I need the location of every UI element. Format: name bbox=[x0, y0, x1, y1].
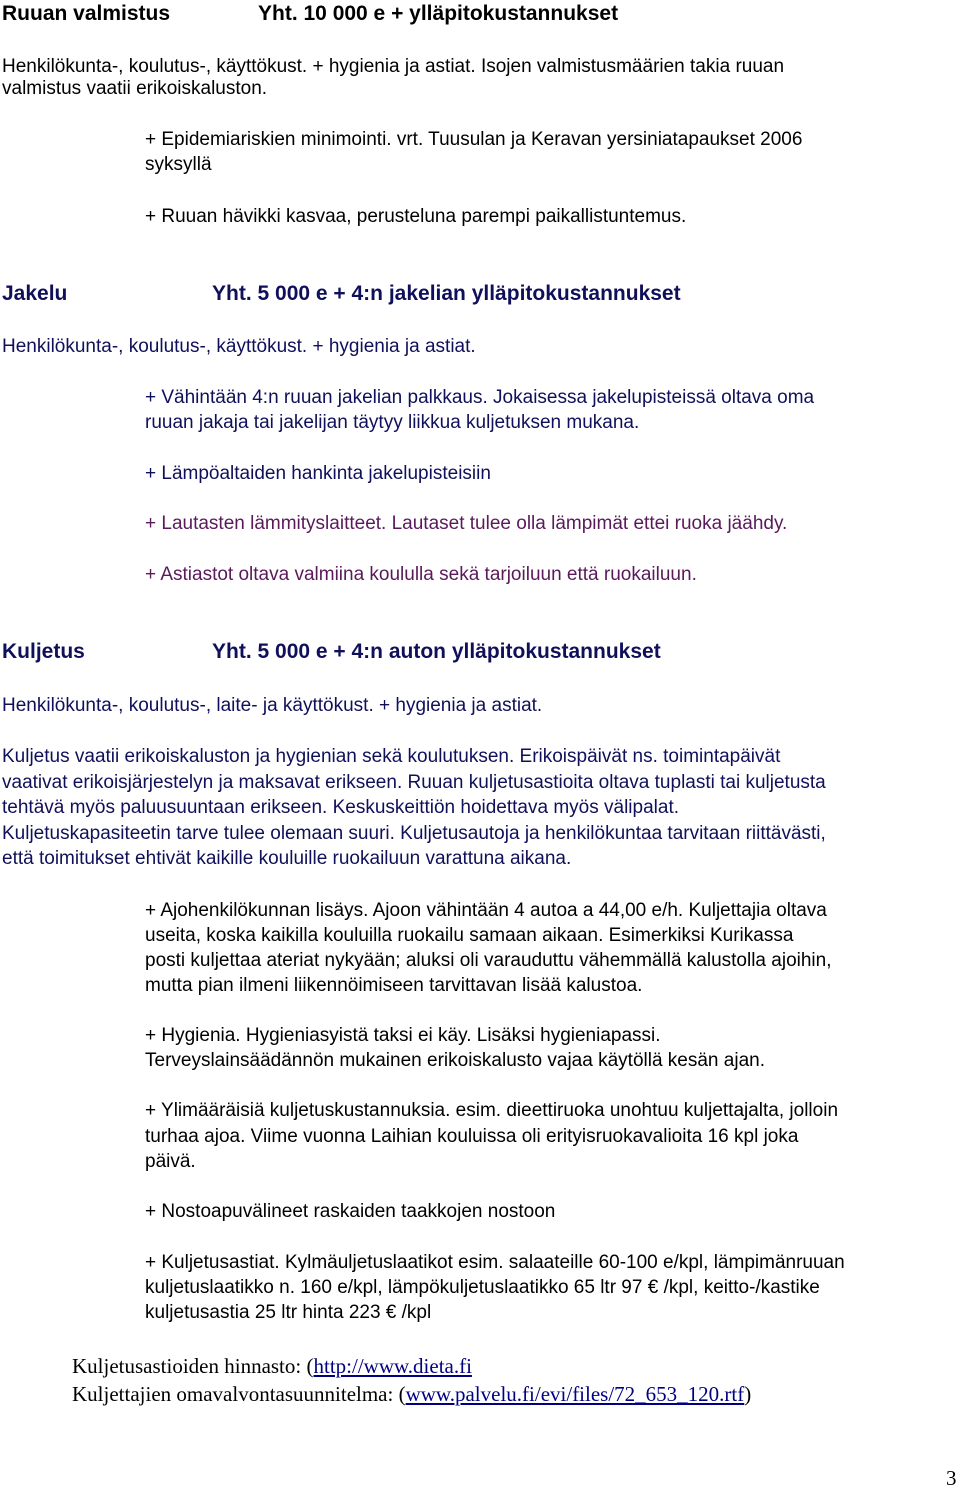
ruuan-bullet-havikki: + Ruuan hävikki kasvaa, perusteluna parempi paikallistuntemus. bbox=[145, 206, 687, 227]
kuljetus-bullet-ylimaaraiset-l2: turhaa ajoa. Viime vuonna Laihian kouluissa oli erityisruokavalioita 16 kpl joka bbox=[145, 1126, 799, 1147]
kuljetus-bullet-ajohenkilokunta-l1: + Ajohenkilökunnan lisäys. Ajoon vähintään 4 autoa a 44,00 e/h. Kuljettajia oltava bbox=[145, 900, 827, 921]
jakelu-bullet-lautaset-a: + Lautasten lämmityslaitteet. bbox=[145, 513, 387, 534]
kuljetus-bullet-ylimaaraiset-l3: päivä. bbox=[145, 1151, 196, 1172]
jakelu-bullet-palkkaus bbox=[145, 386, 814, 410]
section-heading-jakelu: Jakelu bbox=[2, 282, 68, 305]
link-close-paren: ) bbox=[744, 1382, 752, 1406]
section-heading-kuljetus: Kuljetus bbox=[2, 640, 85, 663]
jakelu-bullet-palkkaus-cont: ruuan jakaja tai jakelijan täytyy liikkua kuljetuksen mukana. bbox=[145, 412, 640, 433]
link-palvelu[interactable]: www.palvelu.fi/evi/files/72_653_120.rtf bbox=[405, 1382, 745, 1406]
jakelu-bullet-lautaset bbox=[145, 512, 787, 536]
kuljetus-bullet-nostoapuvalineet: + Nostoapuvälineet raskaiden taakkojen nostoon bbox=[145, 1201, 556, 1222]
kuljetus-bullet-ajohenkilokunta-l3: posti kuljettaa ateriat nykyään; aluksi oli varauduttu vähemmällä kalustolla ajoihin, bbox=[145, 950, 832, 971]
section-total-kuljetus: Yht. 5 000 e + 4:n auton ylläpitokustannukset bbox=[212, 640, 661, 663]
section-total-ruuan: Yht. 10 000 e + ylläpitokustannukset bbox=[258, 2, 619, 25]
kuljetus-bullet-ajohenkilokunta-l2: useita, koska kaikilla kouluilla ruokailu samaan aikaan. Esimerkiksi Kurikassa bbox=[145, 925, 794, 946]
link-dieta[interactable]: http://www.dieta.fi bbox=[313, 1354, 472, 1378]
kuljetus-bullet-kuljetusastiat-l2: kuljetuslaatikko n. 160 e/kpl, lämpökuljetuslaatikko 65 ltr 97 € /kpl, keitto-/kastike bbox=[145, 1277, 820, 1298]
kuljetus-paragraph-2-l3: tehtävä myös paluusuuntaan erikseen. Keskuskeittiön hoidettava myös välipalat. bbox=[2, 797, 680, 818]
kuljetus-bullet-hygienia-l1: + Hygienia. Hygieniasyistä taksi ei käy. Lisäksi hygieniapassi. bbox=[145, 1025, 661, 1046]
jakelu-bullet-astiastot: + Astiastot oltava valmiina koululla sekä tarjoiluun että ruokailuun. bbox=[145, 564, 697, 585]
jakelu-bullet-lautaset-b: Lautaset tulee olla lämpimät ettei ruoka jäähdy. bbox=[386, 513, 788, 534]
kuljetus-paragraph-2-l5: että toimitukset ehtivät kaikille kouluille ruokailuun varattuna aikana. bbox=[2, 848, 572, 869]
kuljetus-bullet-kuljetusastiat-l1: + Kuljetusastiat. Kylmäuljetuslaatikot esim. salaateille 60-100 e/kpl, lämpimänruuan bbox=[145, 1252, 845, 1273]
kuljetus-paragraph-1: Henkilökunta-, koulutus-, laite- ja käyttökust. + hygienia ja astiat. bbox=[2, 695, 543, 716]
jakelu-bullet-palkkaus-b: Jokaisessa jakelupisteissä oltava oma bbox=[487, 387, 815, 408]
kuljetus-paragraph-2-l1: Kuljetus vaatii erikoiskaluston ja hygienian sekä koulutuksen. Erikoispäivät ns. toimintapäivät bbox=[2, 746, 781, 767]
kuljetus-bullet-kuljetusastiat-l3: kuljetusastia 25 ltr hinta 223 € /kpl bbox=[145, 1302, 432, 1323]
link-line-omavalvonta bbox=[72, 1382, 751, 1406]
kuljetus-bullet-ylimaaraiset-l1: + Ylimääräisiä kuljetuskustannuksia. esim. dieettiruoka unohtuu kuljettajalta, jolloin bbox=[145, 1100, 839, 1121]
page-number: 3 bbox=[946, 1466, 957, 1490]
ruuan-bullet-epidemia: + Epidemiariskien minimointi. vrt. Tuusulan ja Keravan yersiniatapaukset 2006 bbox=[145, 129, 803, 150]
jakelu-paragraph-1: Henkilökunta-, koulutus-, käyttökust. + hygienia ja astiat. bbox=[2, 336, 476, 357]
link-line-hinnasto bbox=[72, 1354, 472, 1378]
jakelu-bullet-lampoaltaat: + Lämpöaltaiden hankinta jakelupisteisiin bbox=[145, 463, 491, 484]
ruuan-paragraph-1: Henkilökunta-, koulutus-, käyttökust. + hygienia ja astiat. Isojen valmistusmäärien takia ruuan bbox=[2, 56, 785, 77]
section-total-jakelu: Yht. 5 000 e + 4:n jakelian ylläpitokustannukset bbox=[212, 282, 681, 305]
kuljetus-bullet-ajohenkilokunta-l4: mutta pian ilmeni liikennöimiseen tarvittavan lisää kalustoa. bbox=[145, 975, 643, 996]
ruuan-bullet-epidemia-cont: syksyllä bbox=[145, 154, 212, 175]
ruuan-paragraph-1-cont: valmistus vaatii erikoiskaluston. bbox=[2, 78, 268, 99]
kuljetus-paragraph-2-l4: Kuljetuskapasiteetin tarve tulee olemaan suuri. Kuljetusautoja ja henkilökuntaa tarvitaan riittävästi, bbox=[2, 823, 826, 844]
link-label-hinnasto: Kuljetusastioiden hinnasto: ( bbox=[72, 1354, 314, 1378]
jakelu-bullet-palkkaus-a: + Vähintään 4:n ruuan jakelian palkkaus. bbox=[145, 387, 488, 408]
link-label-omavalvonta: Kuljettajien omavalvontasuunnitelma: ( bbox=[72, 1382, 406, 1406]
section-heading-ruuan: Ruuan valmistus bbox=[2, 2, 171, 25]
kuljetus-paragraph-2-l2: vaativat erikoisjärjestelyn ja maksavat erikseen. Ruuan kuljetusastioita oltava tuplasti tai kuljetusta bbox=[2, 772, 826, 793]
kuljetus-bullet-hygienia-l2: Terveyslainsäädännön mukainen erikoiskalusto vajaa käytöllä kesän ajan. bbox=[145, 1050, 765, 1071]
